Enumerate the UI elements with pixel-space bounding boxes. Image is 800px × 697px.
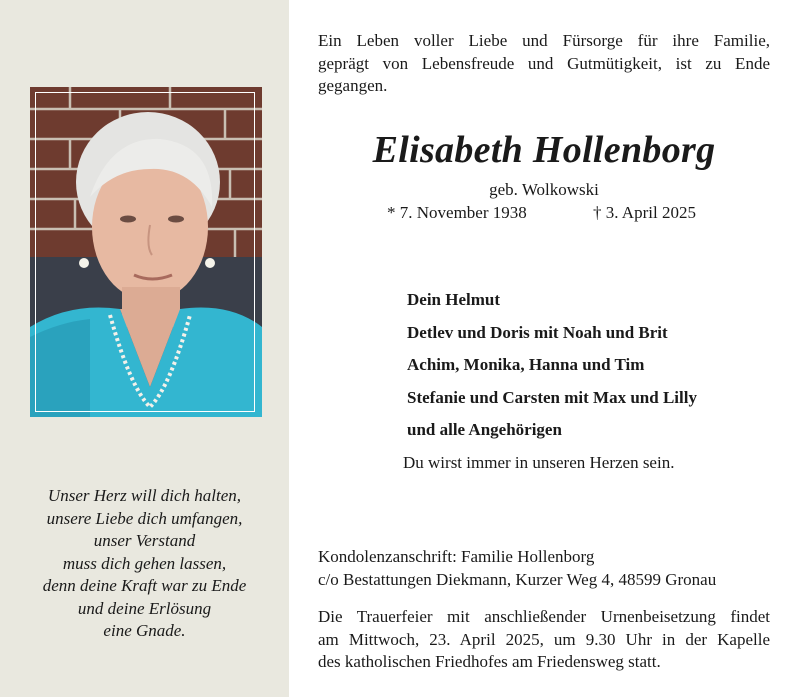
mourner-line: Achim, Monika, Hanna und Tim [407, 355, 645, 374]
funeral-line: am Mittwoch, 23. April 2025, um 9.30 Uhr in der Kapelle [318, 629, 770, 649]
funeral-line: Die Trauerfeier mit anschließender Urnenbeisetzung findet [318, 607, 770, 626]
mourner-line: Dein Helmut [407, 290, 501, 309]
poem-line: denn deine Kraft war zu Ende [42, 576, 247, 595]
condolence-line: c/o Bestattungen Diekmann, Kurzer Weg 4, 48599 Gronau [318, 569, 717, 589]
closing-line: Du wirst immer in unseren Herzen sein. [403, 453, 675, 472]
intro-text [318, 30, 770, 98]
mourner-line: Stefanie und Carsten mit Max und Lilly [407, 387, 697, 407]
mourner-line: Detlev und Doris mit Noah und Brit [407, 322, 668, 342]
deceased-name: Elisabeth Hollenborg [372, 129, 716, 171]
portrait-photo [30, 87, 262, 417]
intro-line: Ein Leben voller Liebe und Fürsorge für ihre Familie, [318, 31, 770, 50]
intro-line: gegangen. [318, 76, 388, 95]
mourner-line: und alle Angehörigen [407, 420, 562, 439]
poem-line: und deine Erlösung [77, 598, 212, 618]
intro-line: geprägt von Lebensfreude und Gutmütigkeit, ist zu Ende [318, 53, 770, 73]
funeral-line: des katholischen Friedhofes am Friedensweg statt. [318, 652, 661, 671]
maiden-name: geb. Wolkowski [489, 180, 599, 199]
birth-date: * 7. November 1938 [387, 203, 527, 222]
condolence-address [318, 546, 716, 591]
funeral-info [318, 606, 770, 674]
condolence-line: Kondolenzanschrift: Familie Hollenborg [318, 547, 595, 566]
death-date: † 3. April 2025 [593, 203, 696, 222]
poem-line: muss dich gehen lassen, [62, 553, 227, 573]
mourners-list [407, 289, 697, 452]
poem-line: eine Gnade. [103, 621, 186, 640]
poem-line: unsere Liebe dich umfangen, [46, 508, 243, 528]
poem-line: Unser Herz will dich halten, [47, 486, 242, 505]
poem-line: unser Verstand [93, 531, 196, 550]
poem [0, 485, 289, 643]
